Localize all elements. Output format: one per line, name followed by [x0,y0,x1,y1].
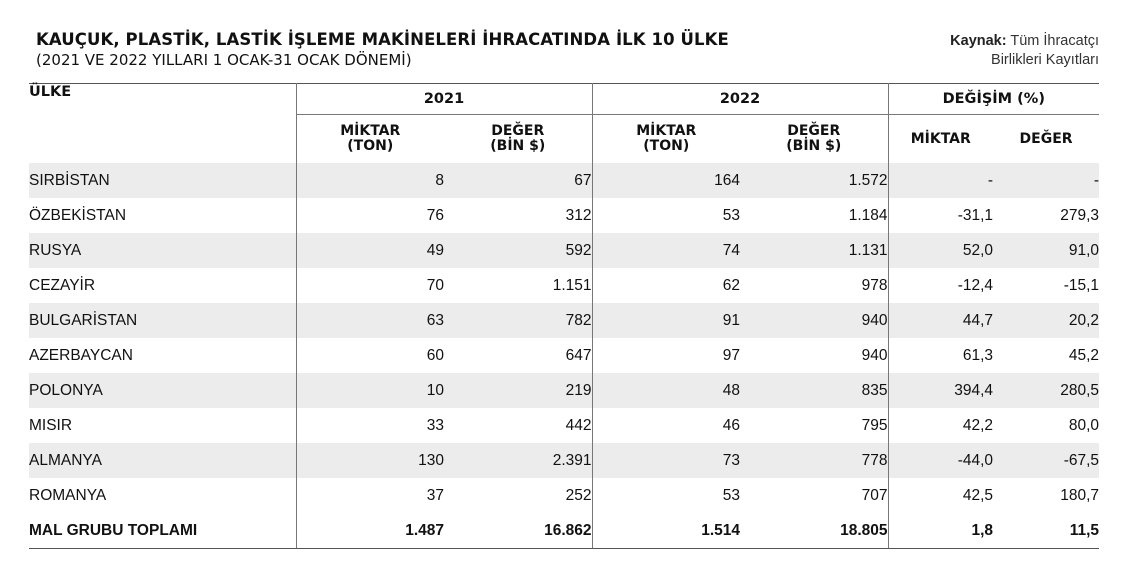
cell-change-val: 20,2 [993,303,1099,338]
cell-val-2022: 795 [861,416,888,434]
cell-val-2022: 778 [740,443,888,478]
header-2021-qty: MİKTAR (TON) [296,115,444,164]
cell-qty-2021: 63 [296,303,444,338]
cell-val-2022: 1.184 [848,206,888,224]
header-2022-qty: MİKTAR (TON) [592,115,740,164]
cell-qty-2022: 164 [592,163,740,198]
cell-country: BULGARİSTAN [29,303,296,338]
cell-change-qty: 394,4 [888,373,993,408]
table-row [29,268,1099,303]
cell-qty-2022: 1.514 [592,513,740,549]
cell-qty-2022: 53 [592,478,740,513]
cell-country: ALMANYA [29,443,296,478]
header-country: ÜLKE [29,84,72,100]
cell-qty-2022: 48 [592,373,740,408]
source-line1: Tüm İhracatçı [1010,33,1099,49]
cell-change-val: 45,2 [1068,346,1100,364]
table-body [29,163,1099,549]
cell-qty-2021: 33 [296,408,444,443]
cell-val-2022: 1.131 [740,233,888,268]
source-note [950,32,1099,70]
cell-change-qty: -31,1 [888,198,993,233]
cell-change-qty: 61,3 [888,338,993,373]
cell-change-qty: - [888,163,993,198]
cell-val-2021: 16.862 [444,513,592,549]
header-2021-val: DEĞER (BİN $) [490,123,546,154]
table-subtitle: (2021 VE 2022 YILLARI 1 OCAK-31 OCAK DÖNEMİ) [36,51,412,69]
cell-qty-2022: 97 [592,338,740,373]
cell-val-2022: 940 [740,303,888,338]
cell-change-qty: 42,2 [888,408,993,443]
cell-qty-2022: 62 [592,268,740,303]
table-row [29,373,1099,408]
cell-change-qty: 42,5 [888,478,993,513]
cell-country: MISIR [29,416,73,434]
cell-qty-2022: 53 [592,198,740,233]
header-change-val: DEĞER [1019,130,1073,147]
cell-change-val: 279,3 [1060,206,1100,224]
header-change: DEĞİŞİM (%) [888,84,1099,115]
cell-qty-2021: 37 [296,478,444,513]
export-table [29,83,1099,549]
header-change-qty: MİKTAR [888,115,993,164]
table-row [29,338,1099,373]
header-2022-val: DEĞER (BİN $) [786,123,842,154]
cell-val-2022: 707 [861,486,888,504]
cell-qty-2021: 60 [296,338,444,373]
header-year-2022: 2022 [592,84,888,115]
cell-qty-2022: 74 [592,233,740,268]
cell-qty-2022: 91 [592,303,740,338]
table-row [29,233,1099,268]
table-title: KAUÇUK, PLASTİK, LASTİK İŞLEME MAKİNELERİ İHRACATINDA İLK 10 ÜLKE [36,30,729,49]
cell-val-2021: 647 [565,346,592,364]
cell-qty-2021: 8 [296,163,444,198]
cell-change-val: 280,5 [993,373,1099,408]
cell-qty-2021: 1.487 [296,513,444,549]
cell-val-2022: 978 [861,276,888,294]
cell-country: AZERBAYCAN [29,346,133,364]
total-row [29,513,1099,549]
cell-country: MAL GRUBU TOPLAMI [29,513,296,549]
cell-country: SIRBİSTAN [29,163,296,198]
cell-qty-2022: 73 [592,443,740,478]
cell-val-2022: 835 [740,373,888,408]
table-row [29,163,1099,198]
cell-val-2021: 2.391 [444,443,592,478]
cell-change-val: -15,1 [1063,276,1100,294]
table-row [29,478,1099,513]
cell-country: POLONYA [29,373,296,408]
cell-change-val: 180,7 [1060,486,1100,504]
cell-change-qty: 1,8 [888,513,993,549]
cell-country: RUSYA [29,233,296,268]
cell-val-2021: 592 [444,233,592,268]
source-line2: Birlikleri Kayıtları [991,52,1099,68]
table-row [29,198,1099,233]
cell-change-qty: 44,7 [888,303,993,338]
cell-change-val: 91,0 [993,233,1099,268]
cell-qty-2021: 76 [296,198,444,233]
table-row [29,443,1099,478]
header-year-2021: 2021 [296,84,592,115]
cell-qty-2022: 46 [592,408,740,443]
cell-qty-2021: 70 [296,268,444,303]
cell-change-qty: -12,4 [888,268,993,303]
cell-change-val: 11,5 [993,513,1099,549]
source-label: Kaynak: [950,33,1007,49]
cell-change-qty: -44,0 [888,443,993,478]
cell-val-2021: 219 [444,373,592,408]
cell-val-2021: 67 [444,163,592,198]
cell-val-2021: 252 [565,486,592,504]
cell-val-2022: 18.805 [740,513,888,549]
cell-change-val: - [993,163,1099,198]
cell-country: CEZAYİR [29,276,96,294]
cell-qty-2021: 10 [296,373,444,408]
cell-change-val: 80,0 [1068,416,1100,434]
cell-val-2022: 1.572 [740,163,888,198]
cell-change-val: -67,5 [993,443,1099,478]
cell-val-2021: 312 [565,206,592,224]
cell-val-2021: 1.151 [552,276,592,294]
cell-country: ÖZBEKİSTAN [29,206,127,224]
cell-val-2021: 442 [565,416,592,434]
cell-val-2021: 782 [444,303,592,338]
cell-val-2022: 940 [861,346,888,364]
cell-change-qty: 52,0 [888,233,993,268]
cell-country: ROMANYA [29,486,107,504]
cell-qty-2021: 130 [296,443,444,478]
table-row [29,408,1099,443]
cell-qty-2021: 49 [296,233,444,268]
table-row [29,303,1099,338]
